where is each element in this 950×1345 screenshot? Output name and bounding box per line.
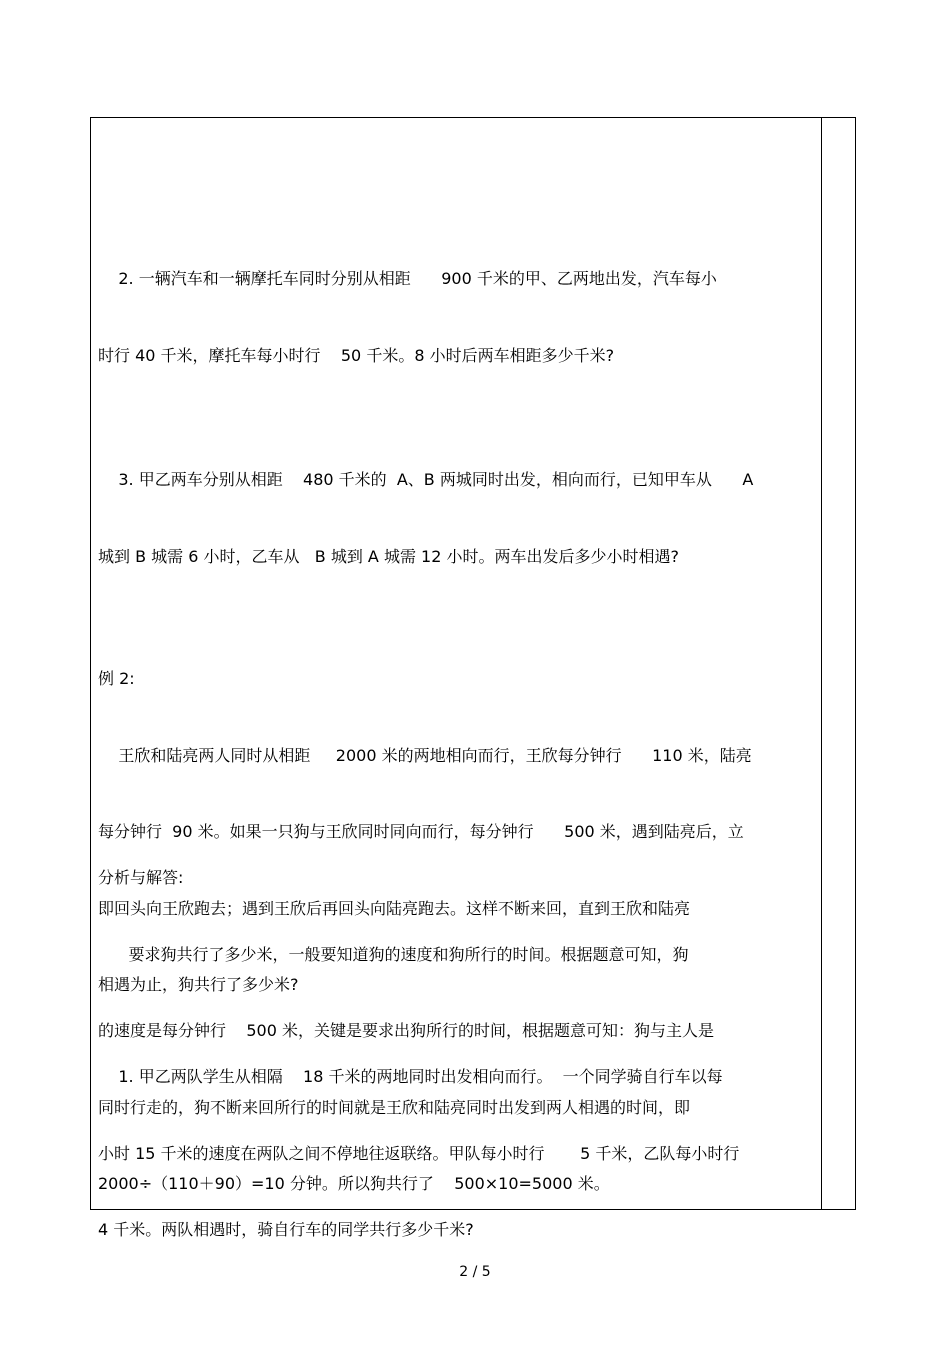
analysis-line-4: 2000÷（110＋90）=10 分钟。所以狗共行了 500×10=5000 米。: [98, 1174, 610, 1193]
exercise-1-line-1: 1. 甲乙两队学生从相隔 18 千米的两地同时出发相向而行。 一个同学骑自行车以每: [98, 1067, 723, 1086]
exercise-1-line-2: 小时 15 千米的速度在两队之间不停地往返联络。甲队每小时行 5 千米，乙队每小时行: [98, 1143, 740, 1163]
example-2-line-3: 即回头向王欣跑去；遇到王欣后再回头向陆亮跑去。这样不断来回，直到王欣和陆亮: [98, 898, 691, 918]
table-column-divider: [821, 117, 822, 1210]
problem-2: [98, 215, 818, 394]
analysis-line-2: 的速度是每分钟行 500 米，关键是要求出狗所行的时间，根据题意可知：狗与主人是: [98, 1021, 714, 1040]
problem-3-line-1: 3. 甲乙两车分别从相距 480 千米的 A、B 两城同时出发，相向而行，已知甲车从 A: [98, 470, 754, 489]
problem-2-line-1: 2. 一辆汽车和一辆摩托车同时分别从相距 900 千米的甲、乙两地出发，汽车每小: [98, 269, 717, 288]
analysis-line-3: 同时行走的，狗不断来回所行的时间就是王欣和陆亮同时出发到两人相遇的时间，即: [98, 1097, 691, 1117]
problem-3-line-2: 城到 B 城需 6 小时，乙车从 B 城到 A 城需 12 小时。两车出发后多少小时相遇?: [98, 546, 679, 566]
exercise-1: [98, 1013, 818, 1268]
example-2-line-2: 每分钟行 90 米。如果一只狗与王欣同时同向而行，每分钟行 500 米，遇到陆亮后，立: [98, 822, 744, 841]
example-2-line-1: 王欣和陆亮两人同时从相距 2000 米的两地相向而行，王欣每分钟行 110 米，陆亮: [98, 745, 752, 765]
problem-3: [98, 416, 818, 595]
page-number: 2 / 5: [459, 1264, 491, 1280]
analysis-line-1: 要求狗共行了多少米，一般要知道狗的速度和狗所行的时间。根据题意可知，狗: [98, 944, 689, 964]
analysis-label: 分析与解答:: [98, 868, 184, 887]
example-2-label: 例 2:: [98, 669, 135, 688]
problem-2-line-2: 时行 40 千米，摩托车每小时行 50 千米。8 小时后两车相距多少千米?: [98, 345, 615, 365]
exercise-1-line-3: 4 千米。两队相遇时，骑自行车的同学共行多少千米?: [98, 1220, 474, 1239]
example-2-line-4: 相遇为止，狗共行了多少米?: [98, 975, 299, 994]
